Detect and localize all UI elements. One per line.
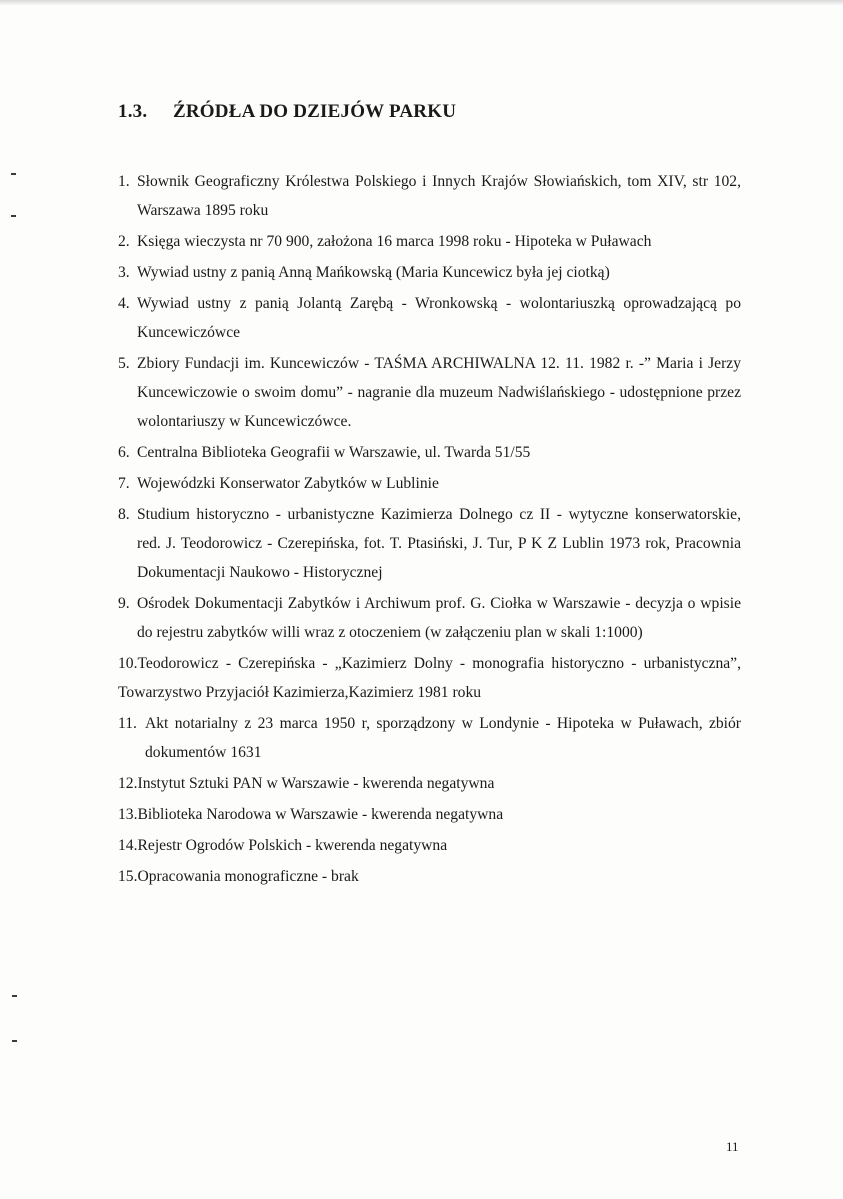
section-title: ŹRÓDŁA DO DZIEJÓW PARKU <box>173 101 457 122</box>
item-text <box>118 800 741 829</box>
item-body: Teodorowicz - Czerepińska - „Kazimierz Dolny - monografia historyczno - urbanistyczna”, Towarzystwo Przyjaciół Kazimierza,Kazimierz 1981 roku <box>118 655 741 701</box>
list-item <box>118 862 741 891</box>
item-text: Studium historyczno - urbanistyczne Kazimierza Dolnego cz II - wytyczne konserwatorskie, red. J. Teodorowicz - Czerepińska, fot. T. Ptasiński, J. Tur, P K Z Lublin 1973 rok, Pracownia Dokumentacji Naukowo - Historycznej <box>137 506 741 581</box>
list-item <box>118 167 741 225</box>
item-text <box>118 769 741 798</box>
item-text <box>118 831 741 860</box>
item-number: 6. <box>118 444 130 461</box>
item-number: 1. <box>118 173 130 190</box>
item-text: Ośrodek Dokumentacji Zabytków i Archiwum prof. G. Ciołka w Warszawie - decyzja o wpisie do rejestru zabytków willi wraz z otoczeniem (w załączeniu plan w skali 1:1000) <box>137 595 741 641</box>
list-item <box>118 769 741 798</box>
item-text: Wywiad ustny z panią Jolantą Zarębą - Wronkowską - wolontariuszką oprowadzającą po Kuncewiczówce <box>137 295 741 341</box>
item-text: Zbiory Fundacji im. Kuncewiczów - TAŚMA ARCHIWALNA 12. 11. 1982 r. -” Maria i Jerzy Kuncewiczowie o swoim domu” - nagranie dla muzeum Nadwiślańskiego - udostępnione przez wolontariuszy w Kuncewiczówce. <box>137 355 741 430</box>
item-number: 11. <box>118 715 137 732</box>
item-text: Centralna Biblioteka Geografii w Warszawie, ul. Twarda 51/55 <box>137 444 531 461</box>
item-number: 4. <box>118 295 130 312</box>
item-number: 8. <box>118 506 130 523</box>
item-text: Akt notarialny z 23 marca 1950 r, sporządzony w Londynie - Hipoteka w Puławach, zbiór dokumentów 1631 <box>145 715 741 761</box>
section-number: 1.3. <box>118 101 148 122</box>
item-text <box>118 862 741 891</box>
item-body: Instytut Sztuki PAN w Warszawie - kwerenda negatywna <box>137 775 495 792</box>
list-item <box>118 289 741 347</box>
scan-margin-mark <box>12 995 17 997</box>
item-text: Wojewódzki Konserwator Zabytków w Lublinie <box>137 475 439 492</box>
scan-margin-mark <box>11 215 16 217</box>
list-item <box>118 800 741 829</box>
list-item <box>118 438 741 467</box>
item-number: 5. <box>118 355 130 372</box>
item-number: 3. <box>118 264 130 281</box>
item-number: 13. <box>118 806 138 823</box>
item-number: 12. <box>118 775 138 792</box>
item-number: 15. <box>118 868 138 885</box>
scan-edge-shadow <box>0 0 843 6</box>
list-item <box>118 349 741 436</box>
item-number: 14. <box>118 837 138 854</box>
list-item <box>118 589 741 647</box>
list-item <box>118 258 741 287</box>
list-item <box>118 500 741 587</box>
list-item <box>118 831 741 860</box>
item-text: Słownik Geograficzny Królestwa Polskiego i Innych Krajów Słowiańskich, tom XIV, str 102, Warszawa 1895 roku <box>137 173 741 219</box>
item-number: 10. <box>118 655 138 672</box>
item-text <box>118 649 741 707</box>
page-number: 11 <box>726 1139 739 1154</box>
item-text: Księga wieczysta nr 70 900, założona 16 marca 1998 roku - Hipoteka w Puławach <box>137 233 652 250</box>
list-item <box>118 469 741 498</box>
item-number: 9. <box>118 595 130 612</box>
sources-list <box>118 167 741 893</box>
list-item <box>118 649 741 707</box>
list-item <box>118 227 741 256</box>
item-number: 2. <box>118 233 130 250</box>
item-body: Opracowania monograficzne - brak <box>137 868 359 885</box>
scan-margin-mark <box>12 1040 17 1042</box>
scan-margin-mark <box>11 173 16 175</box>
item-body: Biblioteka Narodowa w Warszawie - kwerenda negatywna <box>137 806 504 823</box>
item-body: Rejestr Ogrodów Polskich - kwerenda negatywna <box>137 837 448 854</box>
section-heading <box>118 101 456 123</box>
item-text: Wywiad ustny z panią Anną Mańkowską (Maria Kuncewicz była jej ciotką) <box>137 264 610 281</box>
item-number: 7. <box>118 475 130 492</box>
list-item <box>118 709 741 767</box>
